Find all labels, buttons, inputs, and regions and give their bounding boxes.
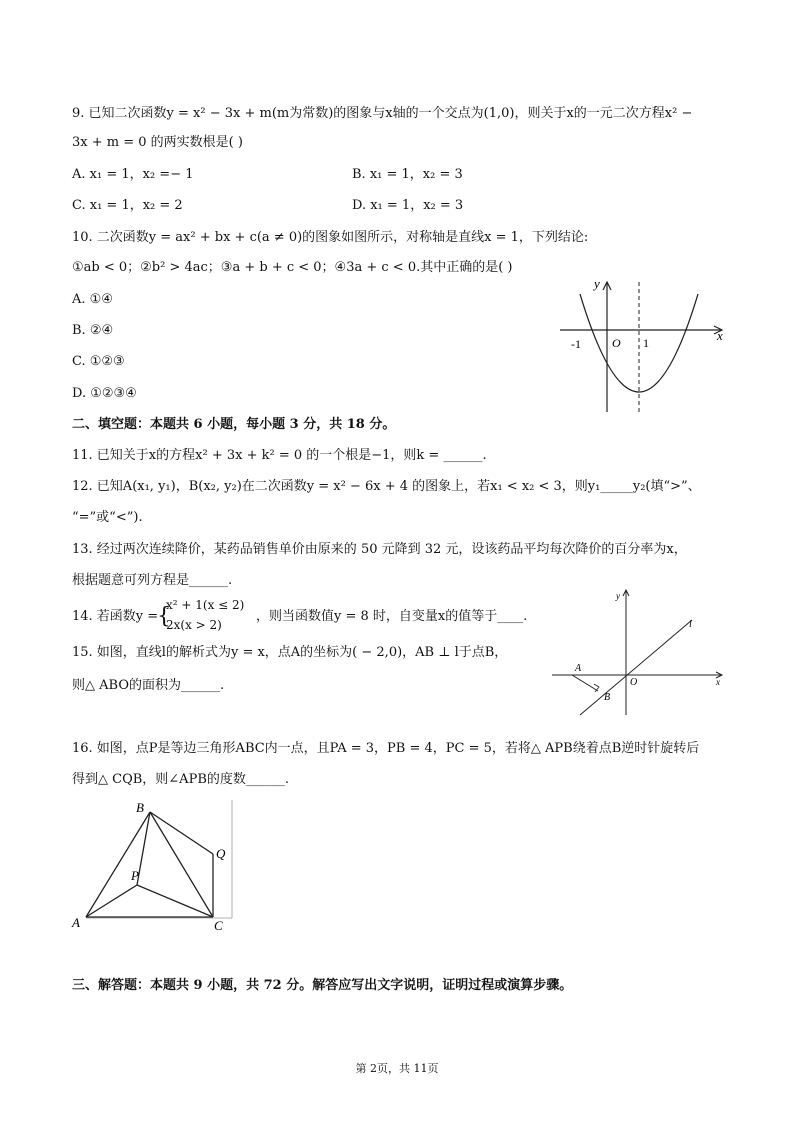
q9-option-d: D. x₁ = 1，x₂ = 3 bbox=[352, 198, 464, 213]
q14-prefix: 14. 若函数y = bbox=[72, 609, 159, 624]
fig10-neg1-label: -1 bbox=[571, 337, 581, 351]
fig15-b-label: B bbox=[604, 692, 611, 703]
triangle-figure bbox=[70, 800, 240, 935]
q10-line1: 10. 二次函数y = ax² + bx + c(a ≠ 0)的图象如图所示，对称轴是直线x = 1，下列结论: bbox=[72, 230, 589, 245]
q9-option-b: B. x₁ = 1，x₂ = 3 bbox=[352, 167, 463, 182]
fig15-l-label: l bbox=[689, 619, 692, 630]
q14-case1: x² + 1(x ≤ 2) bbox=[166, 598, 245, 612]
q9-option-c: C. x₁ = 1，x₂ = 2 bbox=[72, 198, 183, 213]
section3-heading: 三、解答题：本题共 9 小题，共 72 分。解答应写出文字说明，证明过程或演算步骤。 bbox=[72, 978, 573, 993]
piecewise-brace: { bbox=[157, 604, 171, 629]
fig16-q-label: Q bbox=[216, 846, 226, 861]
q9-line2: 3x + m = 0 的两实数根是( ) bbox=[72, 135, 243, 150]
fig16-p-label: P bbox=[131, 868, 139, 883]
fig10-origin-label: O bbox=[612, 336, 621, 350]
page-footer: 第 2页，共 11页 bbox=[355, 1062, 439, 1075]
q16-line1: 16. 如图，点P是等边三角形ABC内一点，且PA = 3，PB = 4，PC = 5，若将△ APB绕着点B逆时针旋转后 bbox=[72, 741, 700, 756]
q10-line2: ①ab < 0；②b² > 4ac；③a + b + c < 0；④3a + c < 0.其中正确的是( ) bbox=[72, 260, 513, 275]
q10-option-a: A. ①④ bbox=[72, 292, 113, 307]
q13-line1: 13. 经过两次连续降价，某药品销售单价由原来的 50 元降到 32 元，设该药品平均每次降价的百分率为x， bbox=[72, 542, 687, 557]
fig15-a-label: A bbox=[575, 663, 582, 674]
q9-line1: 9. 已知二次函数y = x² − 3x + m(m为常数)的图象与x轴的一个交点为(1,0)，则关于x的一元二次方程x² − bbox=[72, 106, 693, 121]
section2-heading: 二、填空题：本题共 6 小题，每小题 3 分，共 18 分。 bbox=[72, 417, 396, 432]
q14-case2: 2x(x > 2) bbox=[166, 618, 222, 632]
q14-suffix: ，则当函数值y = 8 时，自变量x的值等于____. bbox=[256, 609, 528, 624]
q12-line2: “=”或“<”). bbox=[72, 510, 143, 525]
q15-line2: 则△ ABO的面积为______. bbox=[72, 678, 225, 693]
fig10-y-label: y bbox=[594, 276, 600, 291]
q10-option-b: B. ②④ bbox=[72, 323, 114, 338]
fig16-c-label: C bbox=[214, 918, 223, 933]
q9-option-a: A. x₁ = 1，x₂ =− 1 bbox=[72, 167, 194, 182]
fig16-a-label: A bbox=[72, 915, 80, 930]
q12-line1: 12. 已知A(x₁, y₁)，B(x₂, y₂)在二次函数y = x² − 6x + 4 的图象上，若x₁ < x₂ < 3，则y₁_____y₂(填“>”、 bbox=[72, 479, 701, 494]
q11-line: 11. 已知关于x的方程x² + 3x + k² = 0 的一个根是−1，则k = ______. bbox=[72, 448, 487, 463]
fig16-b-label: B bbox=[136, 800, 144, 815]
fig15-x-label: x bbox=[716, 677, 720, 687]
line-figure bbox=[550, 585, 730, 720]
fig10-x-label: x bbox=[717, 328, 723, 343]
q10-option-d: D. ①②③④ bbox=[72, 386, 137, 401]
fig15-o-label: O bbox=[630, 677, 638, 688]
fig10-one-label: 1 bbox=[643, 336, 649, 350]
q13-line2: 根据题意可列方程是______. bbox=[72, 573, 233, 588]
fig15-y-label: y bbox=[616, 591, 620, 601]
q16-line2: 得到△ CQB，则∠APB的度数______. bbox=[72, 772, 290, 787]
q15-line1: 15. 如图，直线l的解析式为y = x，点A的坐标为( − 2,0)，AB ⊥ l于点B， bbox=[72, 645, 508, 660]
q10-option-c: C. ①②③ bbox=[72, 354, 125, 369]
parabola-figure bbox=[550, 272, 730, 417]
